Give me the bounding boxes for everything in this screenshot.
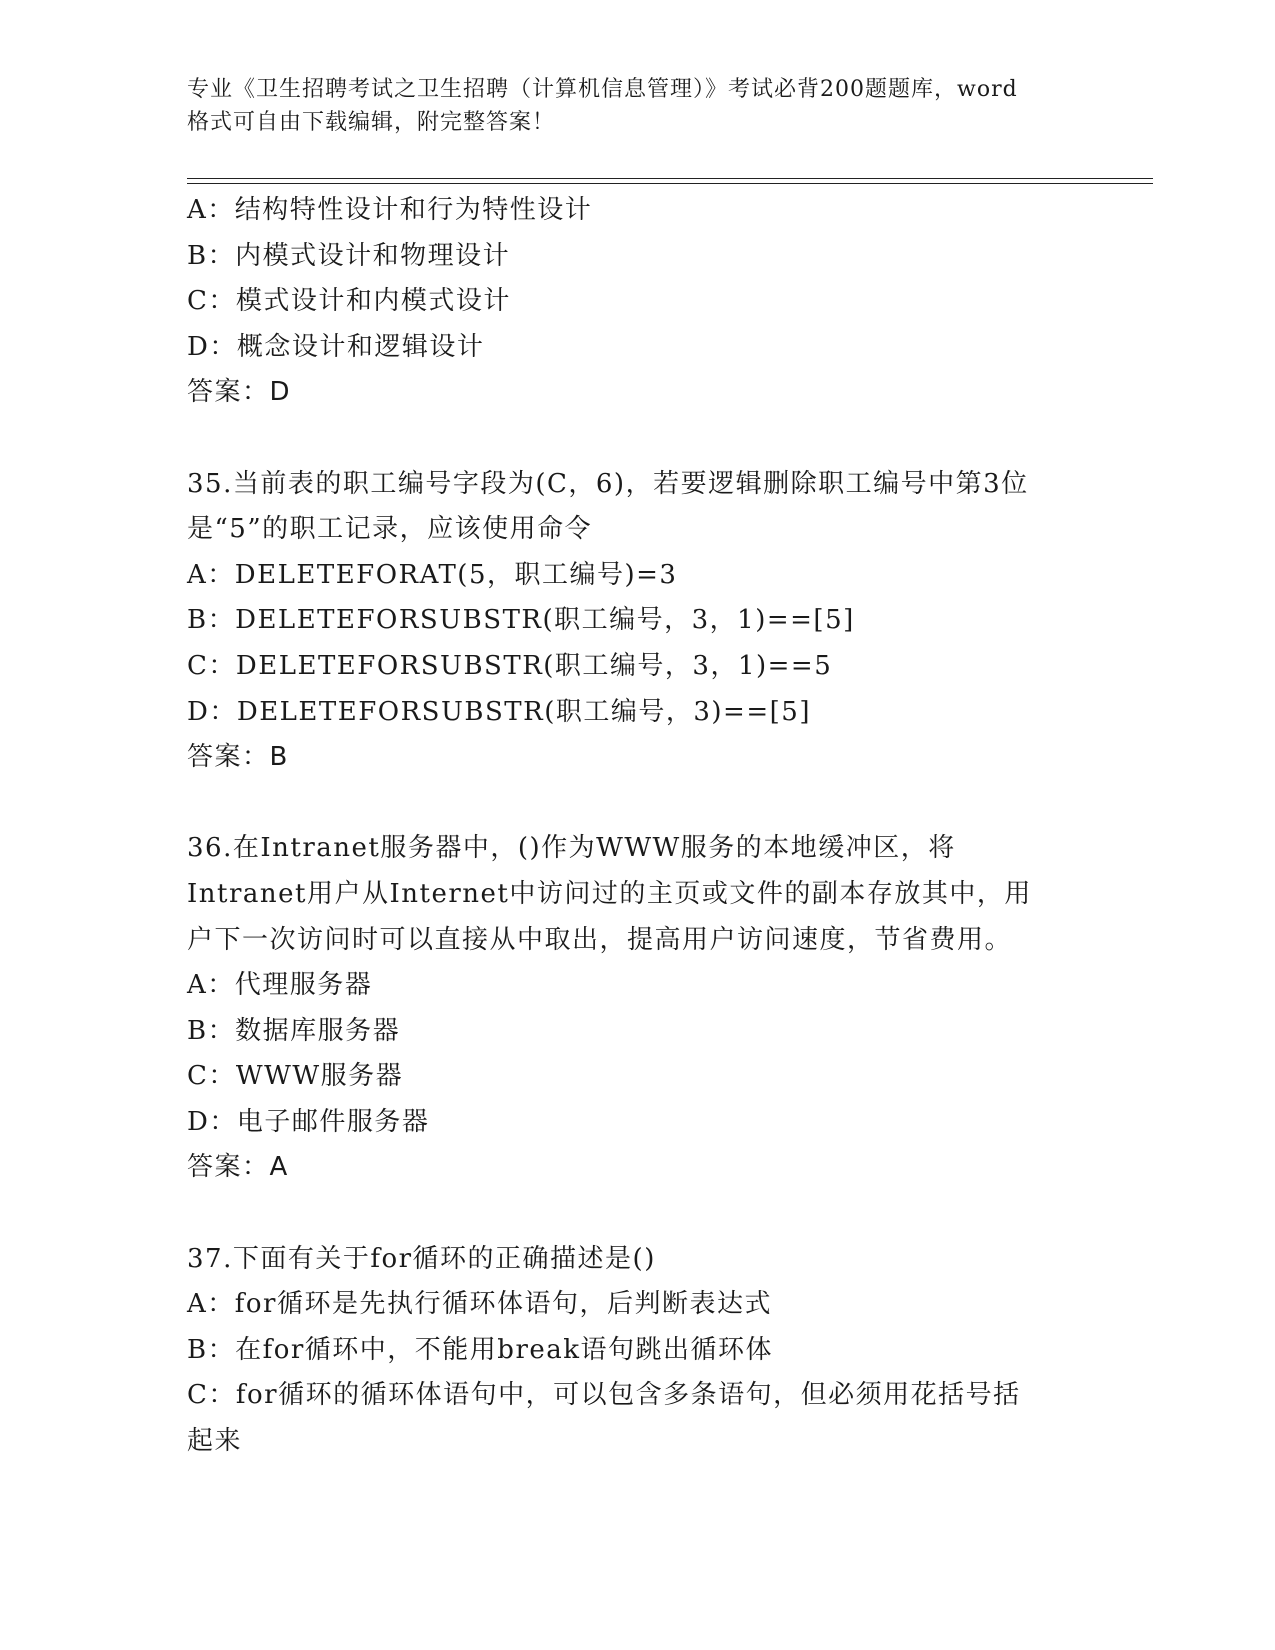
document-header <box>187 73 1087 139</box>
q34-option-a: A：结构特性设计和行为特性设计 <box>187 195 593 225</box>
header-line-2: 格式可自由下载编辑，附完整答案！ <box>187 110 556 135</box>
question-content <box>187 188 1087 1465</box>
spacer <box>187 1191 1087 1237</box>
q36-option-b: B：数据库服务器 <box>187 1015 401 1046</box>
header-divider-bottom <box>187 183 1153 184</box>
q35-answer: 答案：B <box>187 742 289 773</box>
q35-option-a: A：DELETEFORAT(5，职工编号)=3 <box>187 559 678 590</box>
question-37 <box>187 1237 1087 1465</box>
q37-option-b: B：在for循环中，不能用break语句跳出循环体 <box>187 1334 774 1365</box>
q34-option-c: C：模式设计和内模式设计 <box>187 286 511 317</box>
question-35 <box>187 462 1087 781</box>
header-line-1: 专业《卫生招聘考试之卫生招聘（计算机信息管理）》考试必背200题题库，word <box>187 77 1018 102</box>
q37-option-a: A：for循环是先执行循环体语句，后判断表达式 <box>187 1289 772 1320</box>
spacer <box>187 781 1087 827</box>
q36-stem-line-3: 户下一次访问时可以直接从中取出，提高用户访问速度，节省费用。 <box>187 924 1013 955</box>
header-divider-top <box>187 178 1153 179</box>
q35-stem-line-2: 是“5”的职工记录，应该使用命令 <box>187 514 593 545</box>
q37-option-c-line-2: 起来 <box>187 1426 243 1457</box>
q37-stem-line-1: 37.下面有关于for循环的正确描述是() <box>187 1243 656 1274</box>
q36-option-d: D：电子邮件服务器 <box>187 1106 430 1137</box>
q34-option-d: D：概念设计和逻辑设计 <box>187 331 485 362</box>
question-34 <box>187 188 1087 416</box>
q37-option-c-line-1: C：for循环的循环体语句中，可以包含多条语句，但必须用花括号括 <box>187 1380 1021 1411</box>
spacer <box>187 416 1087 462</box>
q36-answer: 答案：A <box>187 1152 289 1183</box>
q36-option-c: C：WWW服务器 <box>187 1061 404 1092</box>
q34-option-b: B：内模式设计和物理设计 <box>187 240 511 271</box>
q36-option-a: A：代理服务器 <box>187 970 373 1001</box>
q34-answer: 答案：D <box>187 377 292 408</box>
q35-option-c: C：DELETEFORSUBSTR(职工编号，3，1)==5 <box>187 650 833 681</box>
q36-stem-line-1: 36.在Intranet服务器中，()作为WWW服务的本地缓冲区，将 <box>187 833 956 864</box>
question-36 <box>187 826 1087 1191</box>
q35-option-b: B：DELETEFORSUBSTR(职工编号，3，1)==[5] <box>187 605 855 636</box>
q35-stem-line-1: 35.当前表的职工编号字段为(C，6)，若要逻辑删除职工编号中第3位 <box>187 468 1029 499</box>
q35-option-d: D：DELETEFORSUBSTR(职工编号，3)==[5] <box>187 696 811 727</box>
q36-stem-line-2: Intranet用户从Internet中访问过的主页或文件的副本存放其中，用 <box>187 878 1032 909</box>
